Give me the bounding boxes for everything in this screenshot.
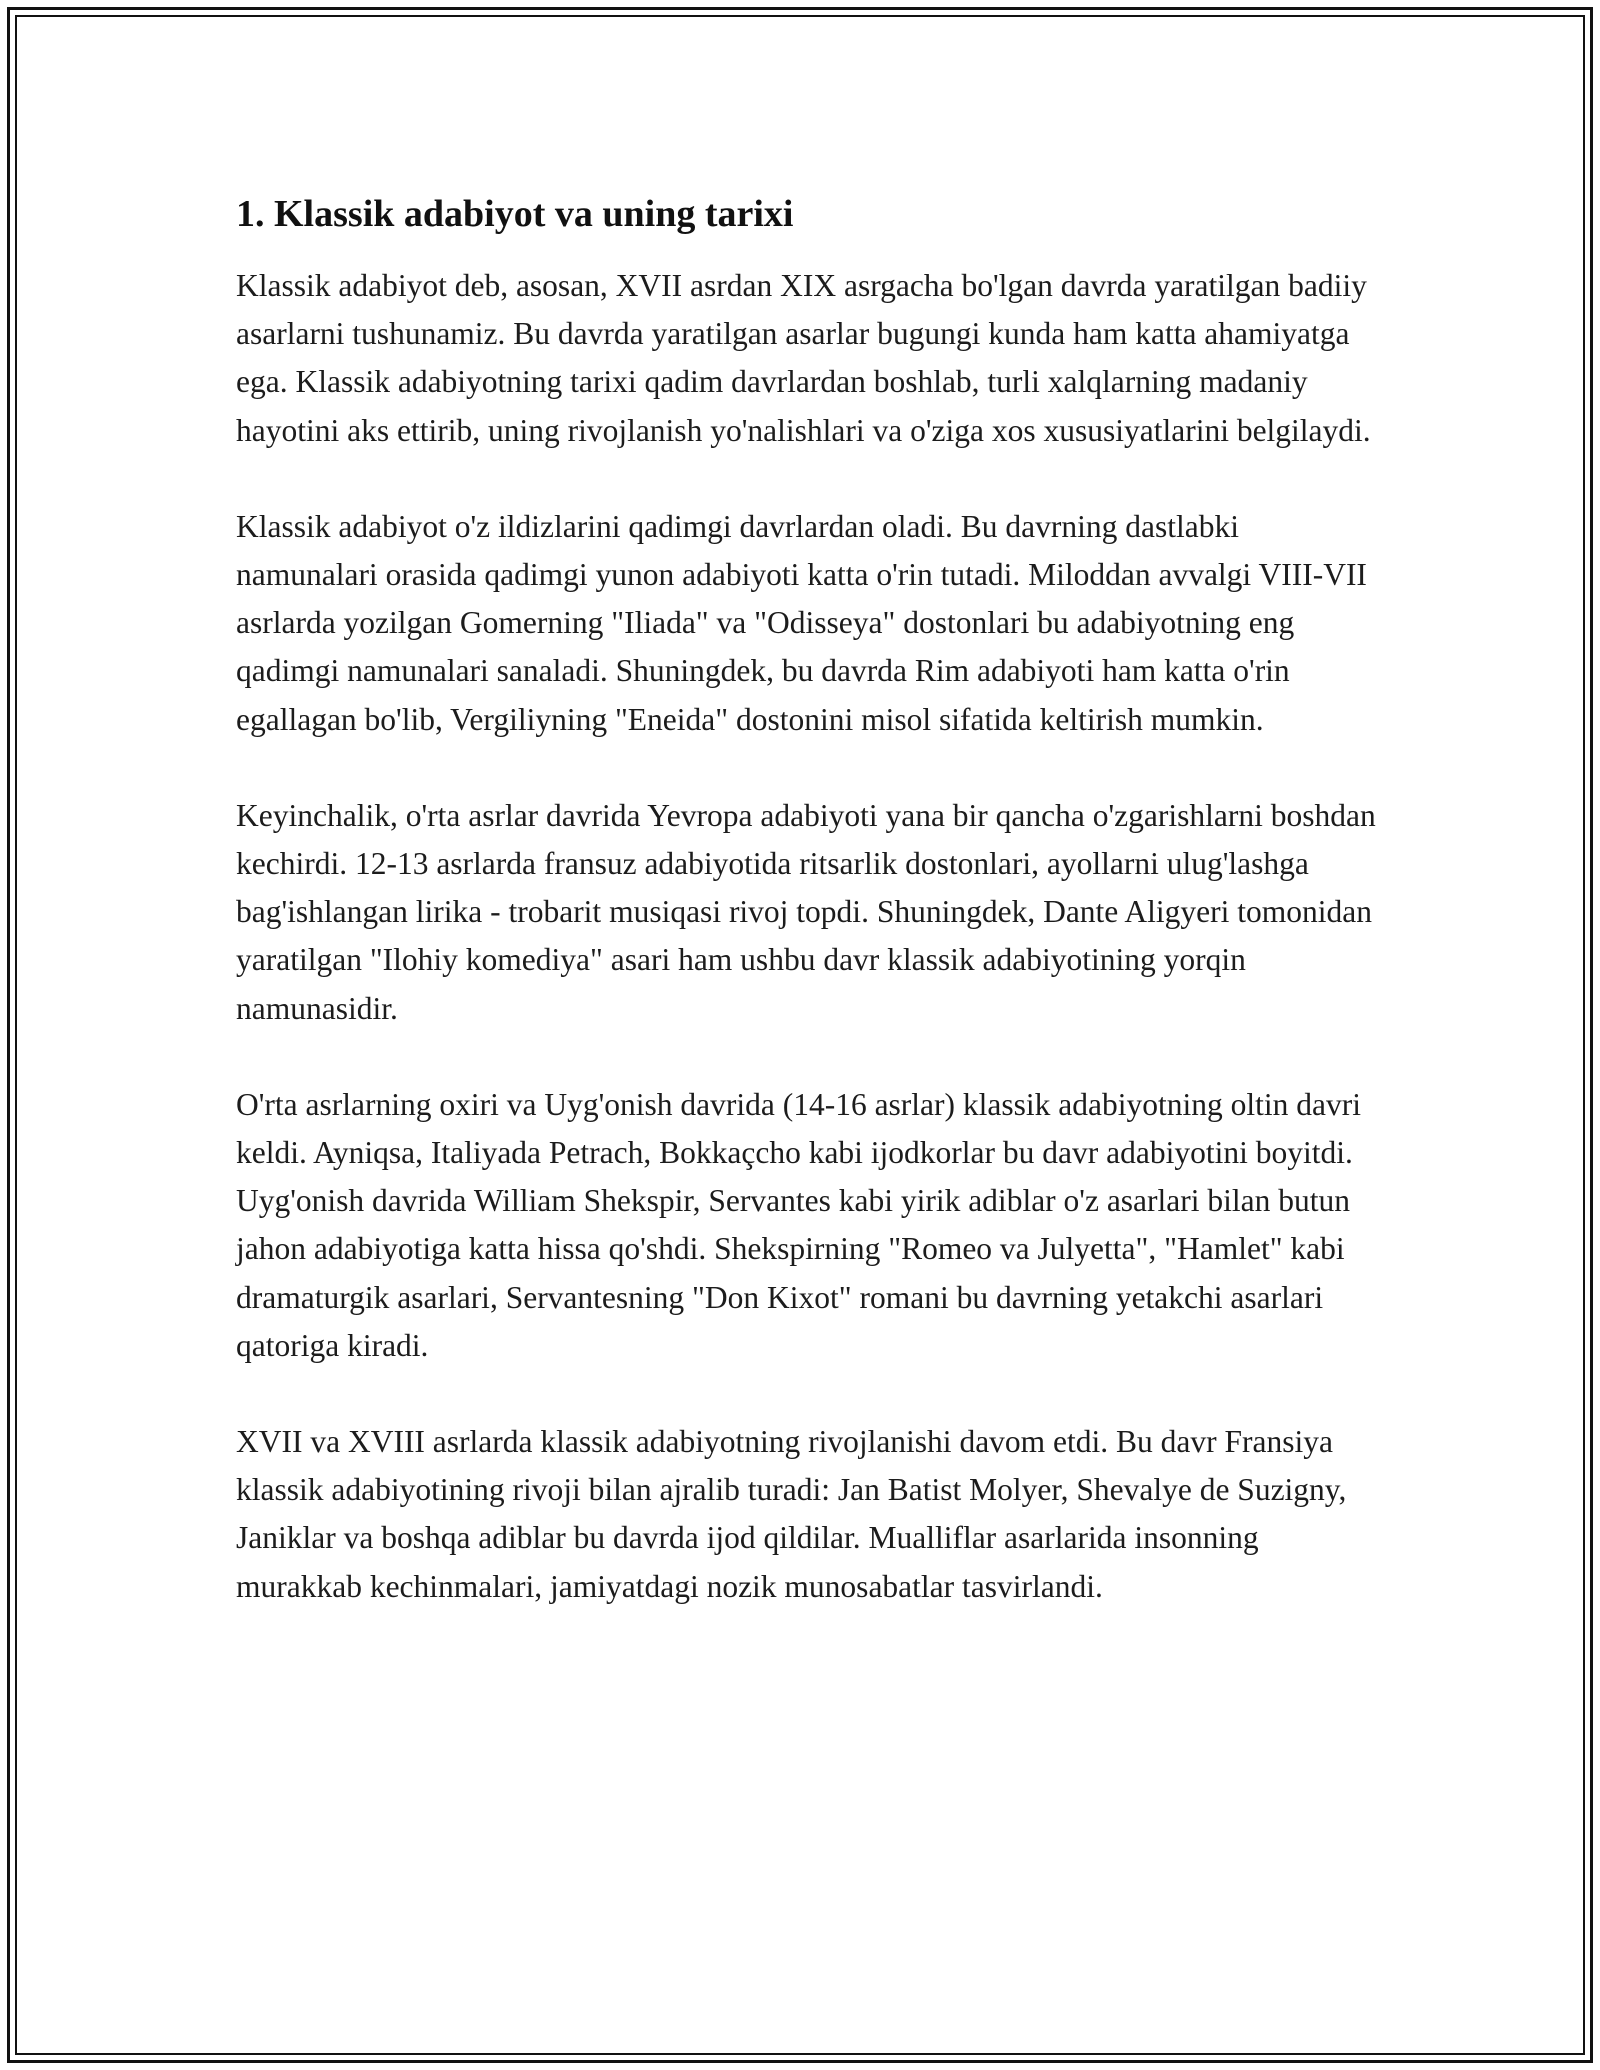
paragraph-ancient: Klassik adabiyot o'z ildizlarini qadimgi davrlardan oladi. Bu davrning dastlabki namunalari orasida qadimgi yunon adabiyoti katta o'rin tutadi. Miloddan avvalgi VIII-VII asrlarda yozilgan Gomerning "Iliada" va "Odisseya" dostonlari bu adabiyotning eng qadimgi namunalari sanaladi. Shuningdek, bu davrda Rim adabiyoti ham katta o'rin egallagan bo'lib, Vergiliyning "Eneida" dostonini misol sifatida keltirish mumkin. [236,508,1367,737]
document-body [236,190,1386,1659]
paragraph-middle-ages: Keyinchalik, o'rta asrlar davrida Yevropa adabiyoti yana bir qancha o'zgarishlarni boshdan kechirdi. 12-13 asrlarda fransuz adabiyotida ritsarlik dostonlari, ayollarni ulug'lashga bag'ishlangan lirika - trobarit musiqasi rivoj topdi. Shuningdek, Dante Aligyeri tomonidan yaratilgan "Ilohiy komediya" asari ham ushbu davr klassik adabiyotining yorqin namunasidir. [236,797,1376,1026]
section-heading: 1. Klassik adabiyot va uning tarixi [236,193,794,235]
paragraph-intro: Klassik adabiyot deb, asosan, XVII asrdan XIX asrgacha bo'lgan davrda yaratilgan badiiy asarlarni tushunamiz. Bu davrda yaratilgan asarlar bugungi kunda ham katta ahamiyatga ega. Klassik adabiyotning tarixi qadim davrlardan boshlab, turli xalqlarning madaniy hayotini aks ettirib, uning rivojlanish yo'nalishlari va o'ziga xos xususiyatlarini belgilaydi. [236,268,1371,448]
paragraph-renaissance: O'rta asrlarning oxiri va Uyg'onish davrida (14-16 asrlar) klassik adabiyotning oltin davri keldi. Ayniqsa, Italiyada Petrach, Bokkaçcho kabi ijodkorlar bu davr adabiyotini boyitdi. Uyg'onish davrida William Shekspir, Servantes kabi yirik adiblar o'z asarlari bilan butun jahon adabiyotiga katta hissa qo'shdi. Shekspirning "Romeo va Julyetta", "Hamlet" kabi dramaturgik asarlari, Servantesning "Don Kixot" romani bu davrning yetakchi asarlari qatoriga kiradi. [236,1086,1361,1363]
paragraph-17-18-centuries: XVII va XVIII asrlarda klassik adabiyotning rivojlanishi davom etdi. Bu davr Fransiya klassik adabiyotining rivoji bilan ajralib turadi: Jan Batist Molyer, Shevalye de Suzigny, Janiklar va boshqa adiblar bu davrda ijod qildilar. Mualliflar asarlarida insonning murakkab kechinmalari, jamiyatdagi nozik munosabatlar tasvirlandi. [236,1424,1347,1604]
